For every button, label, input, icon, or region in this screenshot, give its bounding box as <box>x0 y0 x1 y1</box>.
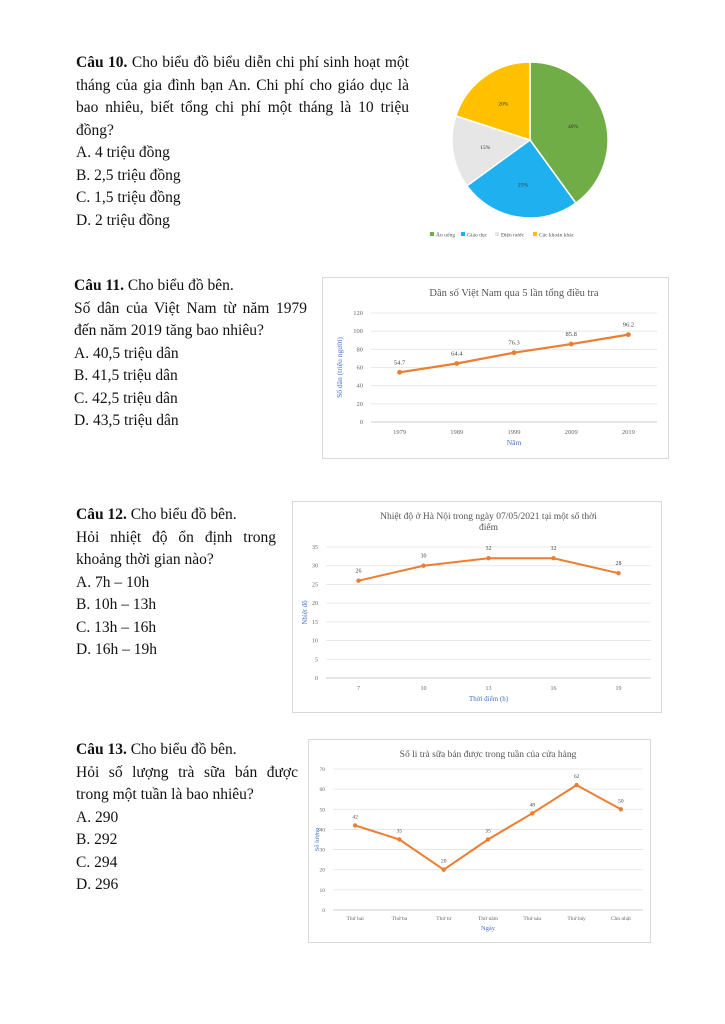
question-13-option-a: A. 290 <box>76 808 119 826</box>
chart-title: Nhiệt độ ở Hà Nội trong ngày 07/05/2021 tại một số thời <box>380 512 597 522</box>
question-12-option-c: C. 13h – 16h <box>76 618 157 636</box>
question-10-option-d: D. 2 triệu đồng <box>76 211 170 229</box>
question-13-first-line <box>76 739 298 762</box>
pie-slice-label: 25% <box>517 182 528 189</box>
series-line <box>359 558 619 580</box>
data-label: 30 <box>420 553 427 560</box>
y-tick-label: 0 <box>322 908 325 914</box>
data-label: 35 <box>485 828 491 835</box>
x-tick-label: Thứ năm <box>478 916 498 922</box>
question-11-option-b: B. 41,5 triệu dân <box>74 367 178 384</box>
y-tick-label: 20 <box>356 400 363 408</box>
data-point <box>442 868 446 872</box>
question-13-option-b: B. 292 <box>76 831 118 848</box>
series-line <box>355 785 621 870</box>
y-axis-label: Số dân (triệu người) <box>335 337 344 398</box>
data-label: 54.7 <box>393 359 406 367</box>
question-13-option-d: D. 296 <box>76 876 119 893</box>
question-11-text: Số dân của Việt Nam từ năm 1979 đến năm 2019 tăng bao nhiêu? <box>74 299 307 339</box>
chart-title: Số li trà sữa bán được trong tuần của cửa hàng <box>399 750 577 760</box>
y-tick-label: 100 <box>353 328 363 336</box>
question-11-number: Câu 11. <box>74 277 124 294</box>
legend-label: Các khoản khác <box>539 232 575 239</box>
y-tick-label: 40 <box>356 382 363 390</box>
question-10-stem <box>76 52 409 142</box>
y-tick-label: 0 <box>315 676 318 682</box>
y-tick-label: 120 <box>353 310 363 317</box>
data-point <box>626 332 631 337</box>
chart-title: điểm <box>479 523 498 533</box>
pie-slice-label: 15% <box>480 145 491 152</box>
y-tick-label: 30 <box>319 847 325 854</box>
data-point <box>397 370 402 375</box>
question-13-number: Câu 13. <box>76 741 127 758</box>
data-label: 20 <box>440 858 447 865</box>
y-tick-label: 30 <box>312 563 318 570</box>
question-11-option-d: D. 43,5 triệu dân <box>74 412 179 429</box>
data-point <box>353 823 357 827</box>
data-label: 50 <box>618 798 624 805</box>
question-12-first-line <box>76 504 276 527</box>
x-axis-label: Thời điểm (h) <box>468 695 509 703</box>
x-tick-label: 1979 <box>393 429 407 436</box>
x-axis-label: Ngày <box>480 925 496 932</box>
question-12-option-b: B. 10h – 13h <box>76 596 157 613</box>
data-label: 26 <box>355 568 362 575</box>
data-point <box>486 837 490 841</box>
legend-label: Giáo dục <box>467 232 488 239</box>
data-point <box>619 807 623 811</box>
data-point <box>530 811 534 815</box>
data-point <box>454 361 459 366</box>
data-point <box>574 783 578 787</box>
data-label: 32 <box>485 546 492 553</box>
y-tick-label: 10 <box>312 638 318 645</box>
x-tick-label: 10 <box>420 686 427 692</box>
y-axis-label: Nhiệt độ <box>301 600 309 625</box>
x-tick-label: 7 <box>357 686 360 692</box>
data-point <box>421 564 425 568</box>
question-10-number: Câu 10. <box>76 54 128 71</box>
data-label: 42 <box>352 814 358 821</box>
question-11-option-c: C. 42,5 triệu dân <box>74 389 178 407</box>
pie-chart <box>430 52 630 244</box>
data-label: 64.4 <box>451 350 463 358</box>
data-point <box>356 578 360 582</box>
milk-tea-chart-svg <box>309 740 650 942</box>
data-point <box>486 556 490 560</box>
question-12-text: Hỏi nhiệt độ ổn định trong khoảng thời gian nào? <box>76 528 276 568</box>
y-tick-label: 35 <box>312 545 318 551</box>
temperature-chart-svg <box>293 502 661 712</box>
population-chart-svg <box>323 278 668 458</box>
x-tick-label: Chủ nhật <box>610 916 631 922</box>
legend-swatch <box>533 232 537 236</box>
data-point <box>512 350 517 355</box>
population-chart <box>322 277 669 459</box>
y-tick-label: 25 <box>312 582 318 589</box>
y-tick-label: 80 <box>356 346 363 354</box>
legend-swatch <box>430 232 434 236</box>
x-tick-label: 13 <box>485 686 492 692</box>
question-10-text: Cho biểu đồ biểu diễn chi phí sinh hoạt một tháng của gia đình bạn An. Chi phí cho giáo dục là bao nhiêu, biết tổng chi phí một tháng là 10 triệu đồng? <box>76 54 409 139</box>
y-tick-label: 10 <box>319 887 325 894</box>
question-13 <box>76 739 298 897</box>
legend-label: Ăn uống <box>436 232 456 239</box>
y-tick-label: 20 <box>312 601 318 608</box>
legend-swatch <box>495 232 499 236</box>
question-10-option-c: C. 1,5 triệu đồng <box>76 189 181 206</box>
x-tick-label: 2009 <box>564 429 578 436</box>
question-12-option-d: D. 16h – 19h <box>76 641 157 658</box>
data-label: 62 <box>573 774 580 781</box>
x-tick-label: 19 <box>615 686 622 692</box>
question-13-intro: Cho biểu đồ bên. <box>130 741 237 758</box>
y-tick-label: 50 <box>319 807 325 814</box>
question-12-option-a: A. 7h – 10h <box>76 573 150 591</box>
question-12-intro: Cho biểu đồ bên. <box>130 506 237 523</box>
question-12 <box>76 504 276 662</box>
temperature-chart <box>292 501 662 713</box>
data-point <box>616 571 620 575</box>
y-tick-label: 20 <box>319 867 325 874</box>
x-tick-label: Thứ hai <box>346 916 364 922</box>
question-10-option-a: A. 4 triệu đồng <box>76 144 170 161</box>
data-label: 96.2 <box>622 321 635 329</box>
y-axis-label: Số lượng <box>314 827 321 852</box>
x-tick-label: 1999 <box>507 429 521 436</box>
x-tick-label: 2019 <box>621 429 635 436</box>
data-point <box>569 342 574 347</box>
milk-tea-chart <box>308 739 651 943</box>
question-12-number: Câu 12. <box>76 506 127 523</box>
question-13-option-c: C. 294 <box>76 853 118 871</box>
data-label: 85.8 <box>565 331 577 339</box>
y-tick-label: 70 <box>319 767 325 773</box>
question-11 <box>74 275 307 433</box>
data-label: 48 <box>529 802 536 809</box>
x-tick-label: Thứ bảy <box>567 916 586 922</box>
data-label: 28 <box>615 561 622 568</box>
legend-label: Điện nước <box>501 232 525 239</box>
x-tick-label: 16 <box>550 686 557 692</box>
y-tick-label: 5 <box>315 657 318 664</box>
data-point <box>397 837 401 841</box>
data-label: 76.3 <box>508 339 520 347</box>
question-13-text: Hỏi số lượng trà sữa bán được trong một tuần là bao nhiêu? <box>76 763 298 803</box>
data-point <box>551 556 555 560</box>
legend-swatch <box>461 232 465 236</box>
y-tick-label: 0 <box>359 419 363 426</box>
question-11-first-line <box>74 275 307 298</box>
pie-slice-label: 20% <box>498 101 509 108</box>
pie-slice-label: 40% <box>567 124 579 131</box>
data-label: 32 <box>550 546 557 553</box>
y-tick-label: 15 <box>312 619 318 626</box>
y-tick-label: 60 <box>319 787 325 794</box>
x-tick-label: 1989 <box>450 429 464 436</box>
pie-chart-svg <box>430 52 630 244</box>
y-tick-label: 40 <box>319 827 325 834</box>
chart-title: Dân số Việt Nam qua 5 lần tổng điều tra <box>429 288 599 299</box>
x-tick-label: Thứ sáu <box>523 916 542 922</box>
x-axis-label: Năm <box>506 438 522 447</box>
question-10-option-b: B. 2,5 triệu đồng <box>76 166 181 184</box>
question-11-intro: Cho biểu đồ bên. <box>127 277 234 294</box>
question-11-option-a: A. 40,5 triệu dân <box>74 344 179 362</box>
x-tick-label: Thứ ba <box>391 916 408 922</box>
data-label: 35 <box>396 828 403 835</box>
question-10 <box>76 52 409 232</box>
x-tick-label: Thứ tư <box>436 916 452 922</box>
y-tick-label: 60 <box>356 364 363 372</box>
